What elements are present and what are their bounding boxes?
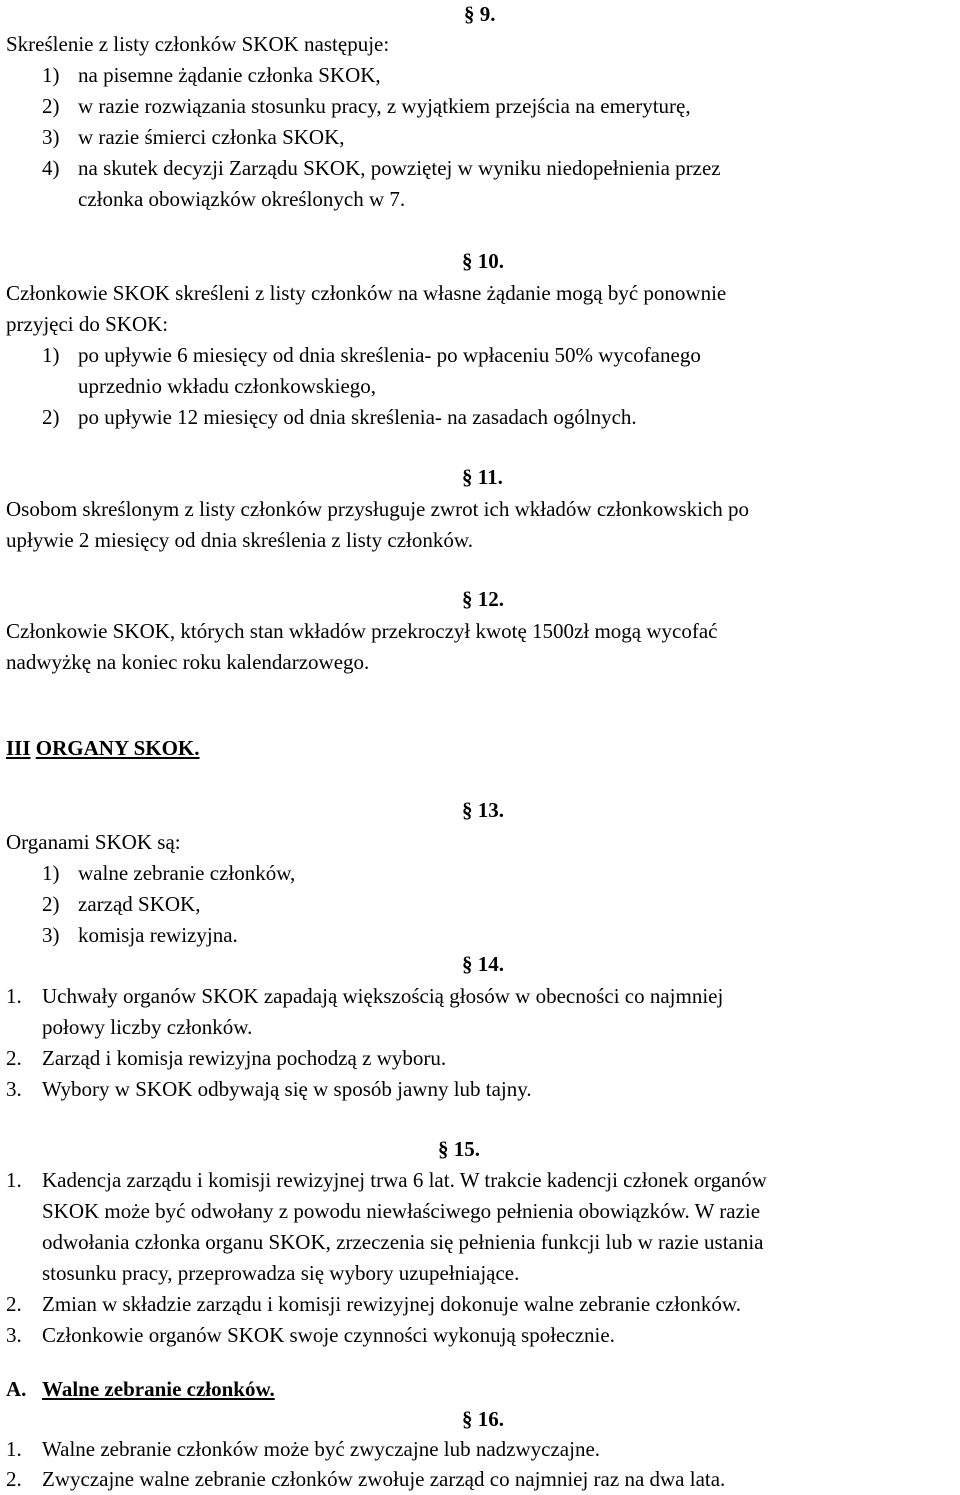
p9-item-3: 3) w razie śmierci członka SKOK, bbox=[42, 125, 345, 149]
p15-item-1-cont-2: odwołania członka organu SKOK, zrzeczenia się pełnienia funkcji lub w razie ustania bbox=[42, 1230, 764, 1254]
p9-item-2: 2) w razie rozwiązania stosunku pracy, z wyjątkiem przejścia na emeryturę, bbox=[42, 94, 691, 118]
p10-item-1: 1) po upływie 6 miesięcy od dnia skreślenia- po wpłaceniu 50% wycofanego bbox=[42, 343, 701, 367]
p15-item-1: 1. Kadencja zarządu i komisji rewizyjnej trwa 6 lat. W trakcie kadencji członek organów bbox=[6, 1168, 767, 1192]
p10-intro-line-1: Członkowie SKOK skreśleni z listy członków na własne żądanie mogą być ponownie bbox=[6, 281, 727, 305]
paragraph-16-heading: § 16. bbox=[462, 1407, 504, 1431]
paragraph-12-heading: § 12. bbox=[462, 587, 504, 611]
paragraph-15-heading: § 15. bbox=[438, 1137, 480, 1161]
section-a-heading: A. Walne zebranie członków. bbox=[6, 1377, 275, 1401]
p15-item-1-cont-3: stosunku pracy, przeprowadza się wybory uzupełniające. bbox=[42, 1261, 520, 1285]
p12-line-1: Członkowie SKOK, których stan wkładów przekroczył kwotę 1500zł mogą wycofać bbox=[6, 619, 718, 643]
p14-item-1: 1. Uchwały organów SKOK zapadają większością głosów w obecności co najmniej bbox=[6, 984, 724, 1008]
paragraph-9-heading: § 9. bbox=[464, 2, 496, 26]
p9-intro: Skreślenie z listy członków SKOK następuje: bbox=[6, 32, 390, 56]
paragraph-10-heading: § 10. bbox=[462, 249, 504, 273]
p14-item-3: 3. Wybory w SKOK odbywają się w sposób jawny lub tajny. bbox=[6, 1077, 532, 1101]
p15-item-2: 2. Zmian w składzie zarządu i komisji rewizyjnej dokonuje walne zebranie członków. bbox=[6, 1292, 741, 1316]
p12-line-2: nadwyżkę na koniec roku kalendarzowego. bbox=[6, 650, 370, 674]
p14-item-2: 2. Zarząd i komisja rewizyjna pochodzą z wyboru. bbox=[6, 1046, 447, 1070]
p11-line-1: Osobom skreślonym z listy członków przysługuje zwrot ich wkładów członkowskich po bbox=[6, 497, 750, 521]
p13-item-1: 1) walne zebranie członków, bbox=[42, 861, 296, 885]
p9-item-4: 4) na skutek decyzji Zarządu SKOK, powziętej w wyniku niedopełnienia przez bbox=[42, 156, 721, 180]
p9-item-4-cont: członka obowiązków określonych w 7. bbox=[78, 187, 406, 211]
p10-item-1-cont: uprzednio wkładu członkowskiego, bbox=[78, 374, 377, 398]
p10-intro-line-2: przyjęci do SKOK: bbox=[6, 312, 169, 336]
p14-item-1-cont: połowy liczby członków. bbox=[42, 1015, 253, 1039]
p9-item-1: 1) na pisemne żądanie członka SKOK, bbox=[42, 63, 381, 87]
paragraph-11-heading: § 11. bbox=[462, 465, 503, 489]
p16-item-1: 1. Walne zebranie członków może być zwyczajne lub nadzwyczajne. bbox=[6, 1437, 601, 1461]
paragraph-14-heading: § 14. bbox=[462, 952, 504, 976]
p15-item-3: 3. Członkowie organów SKOK swoje czynności wykonują społecznie. bbox=[6, 1323, 615, 1347]
p10-item-2: 2) po upływie 12 miesięcy od dnia skreślenia- na zasadach ogólnych. bbox=[42, 405, 637, 429]
section-3-heading: III ORGANY SKOK. bbox=[6, 736, 200, 760]
p16-item-2: 2. Zwyczajne walne zebranie członków zwołuje zarząd co najmniej raz na dwa lata. bbox=[6, 1467, 726, 1491]
p13-item-2: 2) zarząd SKOK, bbox=[42, 892, 201, 916]
p11-line-2: upływie 2 miesięcy od dnia skreślenia z listy członków. bbox=[6, 528, 473, 552]
p13-intro: Organami SKOK są: bbox=[6, 830, 181, 854]
p13-item-3: 3) komisja rewizyjna. bbox=[42, 923, 238, 947]
paragraph-13-heading: § 13. bbox=[462, 798, 504, 822]
p15-item-1-cont-1: SKOK może być odwołany z powodu niewłaściwego pełnienia obowiązków. W razie bbox=[42, 1199, 761, 1223]
